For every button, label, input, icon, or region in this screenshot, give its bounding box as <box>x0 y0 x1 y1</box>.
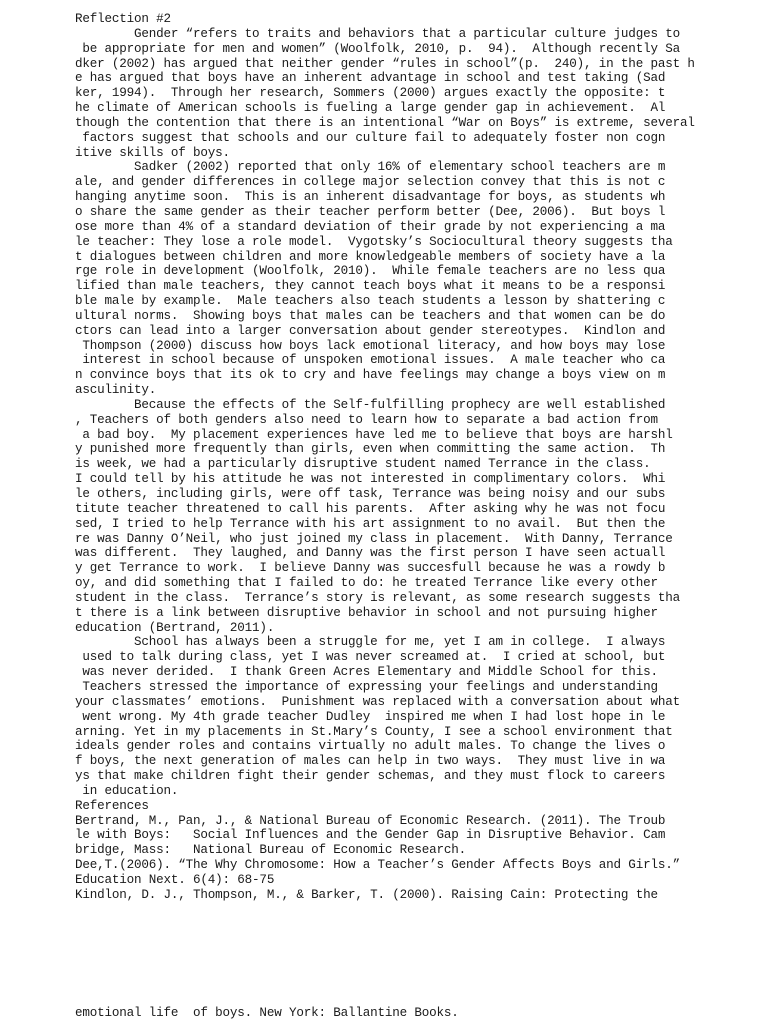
text-line: e has argued that boys have an inherent advantage in school and test taking (Sad <box>75 71 666 86</box>
text-line: y punished more frequently than girls, even when committing the same action. Th <box>75 442 666 457</box>
text-line: factors suggest that schools and our culture fail to adequately foster non cogn <box>75 130 666 145</box>
text-line: n convince boys that its ok to cry and have feelings may change a boys view on m <box>75 368 666 383</box>
text-line: a bad boy. My placement experiences have led me to believe that boys are harshl <box>75 427 673 442</box>
text-line: ose more than 4% of a standard deviation of their grade by not experiencing a ma <box>75 219 666 234</box>
text-line: in education. <box>75 783 179 798</box>
text-line: t there is a link between disruptive behavior in school and not pursuing higher <box>75 605 658 620</box>
text-line: was never derided. I thank Green Acres Elementary and Middle School for this. <box>75 665 658 680</box>
text-line: education (Bertrand, 2011). <box>75 620 275 635</box>
text-line: le with Boys: Social Influences and the Gender Gap in Disruptive Behavior. Cam <box>75 828 666 843</box>
text-line: Dee,T.(2006). “The Why Chromosome: How a Teacher’s Gender Affects Boys and Girls.” <box>75 858 680 873</box>
text-line: I could tell by his attitude he was not interested in complimentary colors. Whi <box>75 472 666 487</box>
text-line: arning. Yet in my placements in St.Mary’s County, I see a school environment that <box>75 724 673 739</box>
text-line: y get Terrance to work. I believe Danny was succesfull because he was a rowdy b <box>75 561 666 576</box>
text-line: interest in school because of unspoken emotional issues. A male teacher who ca <box>75 353 666 368</box>
text-line: went wrong. My 4th grade teacher Dudley inspired me when I had lost hope in le <box>75 709 666 724</box>
text-line: he climate of American schools is fueling a large gender gap in achievement. Al <box>75 101 666 116</box>
reference-continuation-line: emotional life of boys. New York: Ballantine Books. <box>75 1006 459 1020</box>
text-line: sed, I tried to help Terrance with his art assignment to no avail. But then the <box>75 516 666 531</box>
text-line: oy, and did something that I failed to do: he treated Terrance like every other <box>75 576 658 591</box>
text-line: itive skills of boys. <box>75 145 230 160</box>
text-line: Teachers stressed the importance of expressing your feelings and understanding <box>75 679 658 694</box>
text-line: be appropriate for men and women” (Woolfolk, 2010, p. 94). Although recently Sa <box>75 41 680 56</box>
text-line: asculinity. <box>75 383 157 398</box>
text-line: t dialogues between children and more knowledgeable members of society have a la <box>75 249 666 264</box>
text-line: References <box>75 798 149 813</box>
text-line: ultural norms. Showing boys that males can be teachers and that women can be do <box>75 308 666 323</box>
text-line: Bertrand, M., Pan, J., & National Bureau of Economic Research. (2011). The Troub <box>75 813 666 828</box>
text-line: Kindlon, D. J., Thompson, M., & Barker, T. (2000). Raising Cain: Protecting the <box>75 887 658 902</box>
text-line: used to talk during class, yet I was never screamed at. I cried at school, but <box>75 650 666 665</box>
text-line: Gender “refers to traits and behaviors that a particular culture judges to <box>75 26 680 41</box>
text-line: ideals gender roles and contains virtually no adult males. To change the lives o <box>75 739 666 754</box>
text-line: o share the same gender as their teacher perform better (Dee, 2006). But boys l <box>75 204 666 219</box>
text-line: ble male by example. Male teachers also teach students a lesson by shattering c <box>75 294 666 309</box>
text-line: titute teacher threatened to call his parents. After asking why he was not focu <box>75 501 666 516</box>
text-line: Education Next. 6(4): 68-75 <box>75 872 275 887</box>
text-line: is week, we had a particularly disruptive student named Terrance in the class. <box>75 457 651 472</box>
text-line: Thompson (2000) discuss how boys lack emotional literacy, and how boys may lose <box>75 338 666 353</box>
document-body <box>75 12 755 903</box>
text-line: Sadker (2002) reported that only 16% of elementary school teachers are m <box>75 160 666 175</box>
text-line: School has always been a struggle for me, yet I am in college. I always <box>75 635 666 650</box>
text-line: student in the class. Terrance’s story is relevant, as some research suggests tha <box>75 590 680 605</box>
text-line: Because the effects of the Self-fulfilling prophecy are well established <box>75 397 666 412</box>
text-line: f boys, the next generation of males can help in two ways. They must live in wa <box>75 754 666 769</box>
text-line: le others, including girls, were off task, Terrance was being noisy and our subs <box>75 487 666 501</box>
text-line: lified than male teachers, they cannot teach boys what it means to be a responsi <box>75 279 666 294</box>
text-line: though the contention that there is an intentional “War on Boys” is extreme, several <box>75 115 695 130</box>
text-line: , Teachers of both genders also need to learn how to separate a bad action from <box>75 412 658 427</box>
text-line: was different. They laughed, and Danny was the first person I have seen actuall <box>75 546 666 561</box>
text-line: dker (2002) has argued that neither gender “rules in school”(p. 240), in the past h <box>75 56 695 71</box>
text-line: ale, and gender differences in college major selection convey that this is not c <box>75 175 666 190</box>
text-line: le teacher: They lose a role model. Vygotsky’s Sociocultural theory suggests tha <box>75 234 673 249</box>
text-line: ctors can lead into a larger conversation about gender stereotypes. Kindlon and <box>75 323 666 338</box>
text-line: re was Danny O’Neil, who just joined my class in placement. With Danny, Terrance <box>75 531 673 546</box>
text-line: Reflection #2 <box>75 12 171 26</box>
text-line: rge role in development (Woolfolk, 2010). While female teachers are no less qua <box>75 264 666 279</box>
text-line: bridge, Mass: National Bureau of Economic Research. <box>75 843 467 858</box>
text-line: ys that make children fight their gender schemas, and they must flock to careers <box>75 769 666 784</box>
text-line: hanging anytime soon. This is an inherent disadvantage for boys, as students wh <box>75 190 666 205</box>
text-line: your classmates’ emotions. Punishment was replaced with a conversation about what <box>75 694 680 709</box>
text-line: ker, 1994). Through her research, Sommers (2000) argues exactly the opposite: t <box>75 86 666 101</box>
